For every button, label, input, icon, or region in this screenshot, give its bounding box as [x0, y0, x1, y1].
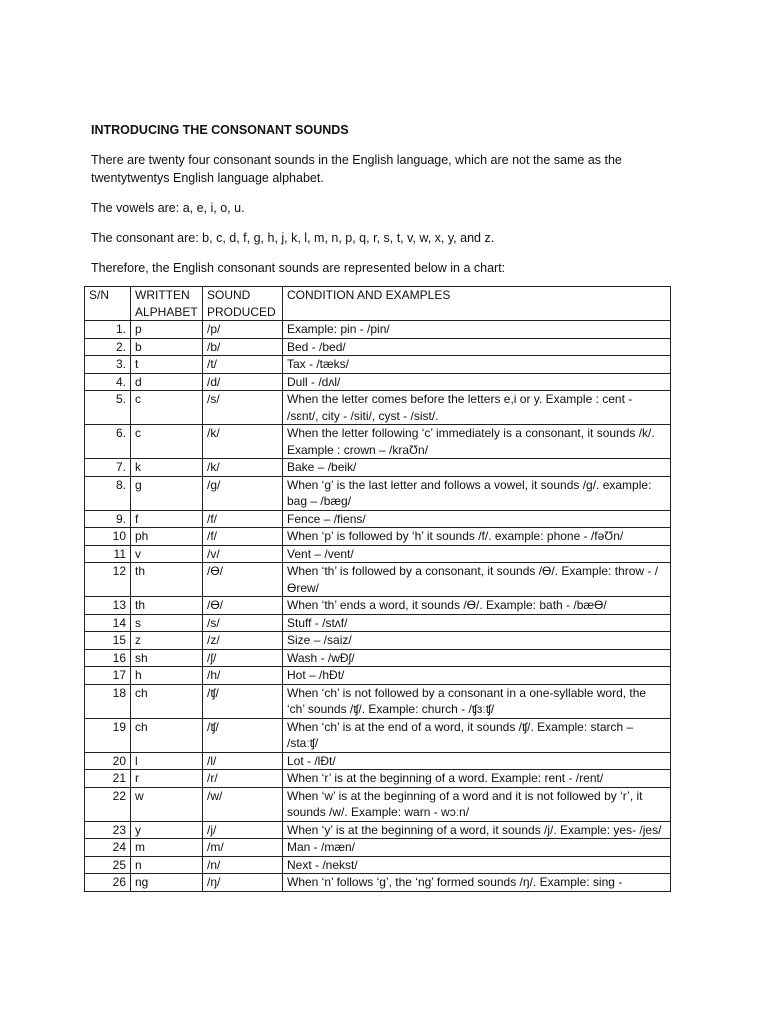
table-row: [85, 476, 671, 510]
cell-sn: 11: [85, 545, 131, 563]
cell-sn: 25: [85, 856, 131, 874]
cell-condition-examples: Dull - /dʌl/: [283, 373, 671, 391]
cell-sn: 12: [85, 563, 131, 597]
cell-sound-produced: /v/: [203, 545, 283, 563]
cell-sound-produced: /n/: [203, 856, 283, 874]
cell-written-alphabet: th: [131, 563, 203, 597]
cell-sn: 6.: [85, 425, 131, 459]
table-row: [85, 718, 671, 752]
table-row: [85, 614, 671, 632]
cell-condition-examples: Wash - /wƉʃ/: [283, 649, 671, 667]
cell-sound-produced: /z/: [203, 632, 283, 650]
cell-condition-examples: When ‘r’ is at the beginning of a word. Example: rent - /rent/: [283, 770, 671, 788]
cell-sound-produced: /r/: [203, 770, 283, 788]
table-row: [85, 545, 671, 563]
header-sound-produced: SOUND PRODUCED: [203, 287, 283, 321]
cell-sn: 5.: [85, 391, 131, 425]
table-row: [85, 425, 671, 459]
table-header-row: [85, 287, 671, 321]
cell-sn: 13: [85, 597, 131, 615]
cell-sound-produced: /g/: [203, 476, 283, 510]
cell-sn: 19: [85, 718, 131, 752]
cell-condition-examples: When ‘n’ follows ‘g’, the ‘ng’ formed sounds /ŋ/. Example: sing -: [283, 874, 671, 892]
cell-sound-produced: /b/: [203, 338, 283, 356]
cell-sn: 17: [85, 667, 131, 685]
cell-written-alphabet: h: [131, 667, 203, 685]
cell-written-alphabet: n: [131, 856, 203, 874]
document-heading: INTRODUCING THE CONSONANT SOUNDS: [91, 123, 349, 137]
cell-sn: 4.: [85, 373, 131, 391]
cell-written-alphabet: sh: [131, 649, 203, 667]
table-row: [85, 597, 671, 615]
cell-sn: 16: [85, 649, 131, 667]
cell-sn: 15: [85, 632, 131, 650]
cell-written-alphabet: c: [131, 391, 203, 425]
cell-sound-produced: /d/: [203, 373, 283, 391]
header-written-alphabet: WRITTEN ALPHABET: [131, 287, 203, 321]
consonant-sounds-table: [84, 286, 671, 892]
cell-condition-examples: Lot - /lƉt/: [283, 752, 671, 770]
cell-written-alphabet: w: [131, 787, 203, 821]
cell-sn: 20: [85, 752, 131, 770]
cell-sound-produced: /h/: [203, 667, 283, 685]
table-row: [85, 563, 671, 597]
cell-condition-examples: Man - /mæn/: [283, 839, 671, 857]
cell-sound-produced: /Ɵ/: [203, 597, 283, 615]
cell-written-alphabet: d: [131, 373, 203, 391]
cell-sound-produced: /ŋ/: [203, 874, 283, 892]
header-condition-examples: CONDITION AND EXAMPLES: [283, 287, 671, 321]
cell-sound-produced: /ʧ/: [203, 684, 283, 718]
cell-sn: 24: [85, 839, 131, 857]
cell-written-alphabet: z: [131, 632, 203, 650]
table-row: [85, 321, 671, 339]
cell-sound-produced: /m/: [203, 839, 283, 857]
cell-written-alphabet: c: [131, 425, 203, 459]
cell-condition-examples: Vent – /vent/: [283, 545, 671, 563]
table-row: [85, 839, 671, 857]
cell-written-alphabet: th: [131, 597, 203, 615]
vowels-paragraph: The vowels are: a, e, i, o, u.: [91, 201, 245, 215]
cell-sound-produced: /k/: [203, 425, 283, 459]
cell-condition-examples: Tax - /tæks/: [283, 356, 671, 374]
table-row: [85, 528, 671, 546]
cell-condition-examples: When ‘th’ is followed by a consonant, it sounds /Ɵ/. Example: throw - /Ɵrew/: [283, 563, 671, 597]
cell-sn: 9.: [85, 510, 131, 528]
cell-written-alphabet: y: [131, 821, 203, 839]
cell-sn: 3.: [85, 356, 131, 374]
cell-written-alphabet: l: [131, 752, 203, 770]
cell-condition-examples: When ‘y’ is at the beginning of a word, it sounds /j/. Example: yes- /jes/: [283, 821, 671, 839]
cell-sn: 26: [85, 874, 131, 892]
cell-sound-produced: /Ɵ/: [203, 563, 283, 597]
cell-condition-examples: When ‘g’ is the last letter and follows a vowel, it sounds /g/. example: bag – /bæg/: [283, 476, 671, 510]
table-row: [85, 770, 671, 788]
cell-written-alphabet: ph: [131, 528, 203, 546]
cell-sn: 21: [85, 770, 131, 788]
cell-sn: 8.: [85, 476, 131, 510]
table-row: [85, 874, 671, 892]
cell-written-alphabet: ch: [131, 718, 203, 752]
table-row: [85, 856, 671, 874]
cell-condition-examples: When ‘ch’ is at the end of a word, it sounds /ʧ/. Example: starch – /staːʧ/: [283, 718, 671, 752]
cell-condition-examples: Bake – /beik/: [283, 459, 671, 477]
table-row: [85, 459, 671, 477]
cell-condition-examples: When ‘p’ is followed by ‘h’ it sounds /f/. example: phone - /fəƱn/: [283, 528, 671, 546]
table-body: [85, 321, 671, 892]
table-row: [85, 391, 671, 425]
cell-written-alphabet: k: [131, 459, 203, 477]
table-row: [85, 752, 671, 770]
cell-sn: 2.: [85, 338, 131, 356]
cell-written-alphabet: p: [131, 321, 203, 339]
table-row: [85, 356, 671, 374]
table-row: [85, 338, 671, 356]
cell-sound-produced: /ʃ/: [203, 649, 283, 667]
cell-condition-examples: When the letter comes before the letters e,i or y. Example : cent - /sɛnt/, city - /siti/, cyst - /sist/.: [283, 391, 671, 425]
table-row: [85, 632, 671, 650]
cell-sn: 23: [85, 821, 131, 839]
table-row: [85, 510, 671, 528]
cell-sn: 22: [85, 787, 131, 821]
cell-condition-examples: Hot – /hƉt/: [283, 667, 671, 685]
cell-condition-examples: When ‘th’ ends a word, it sounds /Ɵ/. Example: bath - /bæƟ/: [283, 597, 671, 615]
cell-condition-examples: When ‘w’ is at the beginning of a word and it is not followed by ‘r’, it sounds /w/. Example: warn - wɔːn/: [283, 787, 671, 821]
cell-written-alphabet: b: [131, 338, 203, 356]
cell-sound-produced: /t/: [203, 356, 283, 374]
cell-written-alphabet: f: [131, 510, 203, 528]
cell-sound-produced: /k/: [203, 459, 283, 477]
cell-sound-produced: /f/: [203, 528, 283, 546]
cell-written-alphabet: ng: [131, 874, 203, 892]
cell-condition-examples: Example: pin - /pin/: [283, 321, 671, 339]
cell-condition-examples: Next - /nekst/: [283, 856, 671, 874]
cell-sound-produced: /p/: [203, 321, 283, 339]
intro-paragraph: There are twenty four consonant sounds in the English language, which are not the same as the twentytwentys English language alphabet.: [91, 153, 622, 185]
cell-written-alphabet: s: [131, 614, 203, 632]
cell-sn: 10: [85, 528, 131, 546]
cell-sound-produced: /f/: [203, 510, 283, 528]
cell-condition-examples: When ‘ch’ is not followed by a consonant in a one-syllable word, the ‘ch’ sounds /ʧ/. Example: church - /ʧɜːʧ/: [283, 684, 671, 718]
table-row: [85, 667, 671, 685]
table-row: [85, 821, 671, 839]
table-row: [85, 787, 671, 821]
cell-sound-produced: /w/: [203, 787, 283, 821]
cell-sn: 7.: [85, 459, 131, 477]
cell-written-alphabet: m: [131, 839, 203, 857]
table-row: [85, 373, 671, 391]
cell-sn: 18: [85, 684, 131, 718]
table-row: [85, 684, 671, 718]
chart-intro-paragraph: Therefore, the English consonant sounds are represented below in a chart:: [91, 261, 506, 275]
cell-written-alphabet: ch: [131, 684, 203, 718]
table-row: [85, 649, 671, 667]
cell-condition-examples: Stuff - /stʌf/: [283, 614, 671, 632]
cell-sound-produced: /ʧ/: [203, 718, 283, 752]
cell-written-alphabet: v: [131, 545, 203, 563]
cell-sn: 1.: [85, 321, 131, 339]
cell-condition-examples: Bed - /bed/: [283, 338, 671, 356]
consonants-paragraph: The consonant are: b, c, d, f, g, h, j, k, l, m, n, p, q, r, s, t, v, w, x, y, and z.: [91, 231, 495, 245]
cell-condition-examples: Fence – /fiens/: [283, 510, 671, 528]
cell-condition-examples: When the letter following ‘c’ immediately is a consonant, it sounds /k/. Example : crown – /kraƱn/: [283, 425, 671, 459]
header-sn: S/N: [85, 287, 131, 321]
cell-sound-produced: /l/: [203, 752, 283, 770]
cell-sound-produced: /j/: [203, 821, 283, 839]
cell-sound-produced: /s/: [203, 614, 283, 632]
cell-written-alphabet: t: [131, 356, 203, 374]
cell-sound-produced: /s/: [203, 391, 283, 425]
cell-written-alphabet: r: [131, 770, 203, 788]
cell-sn: 14: [85, 614, 131, 632]
cell-condition-examples: Size – /saiz/: [283, 632, 671, 650]
cell-written-alphabet: g: [131, 476, 203, 510]
